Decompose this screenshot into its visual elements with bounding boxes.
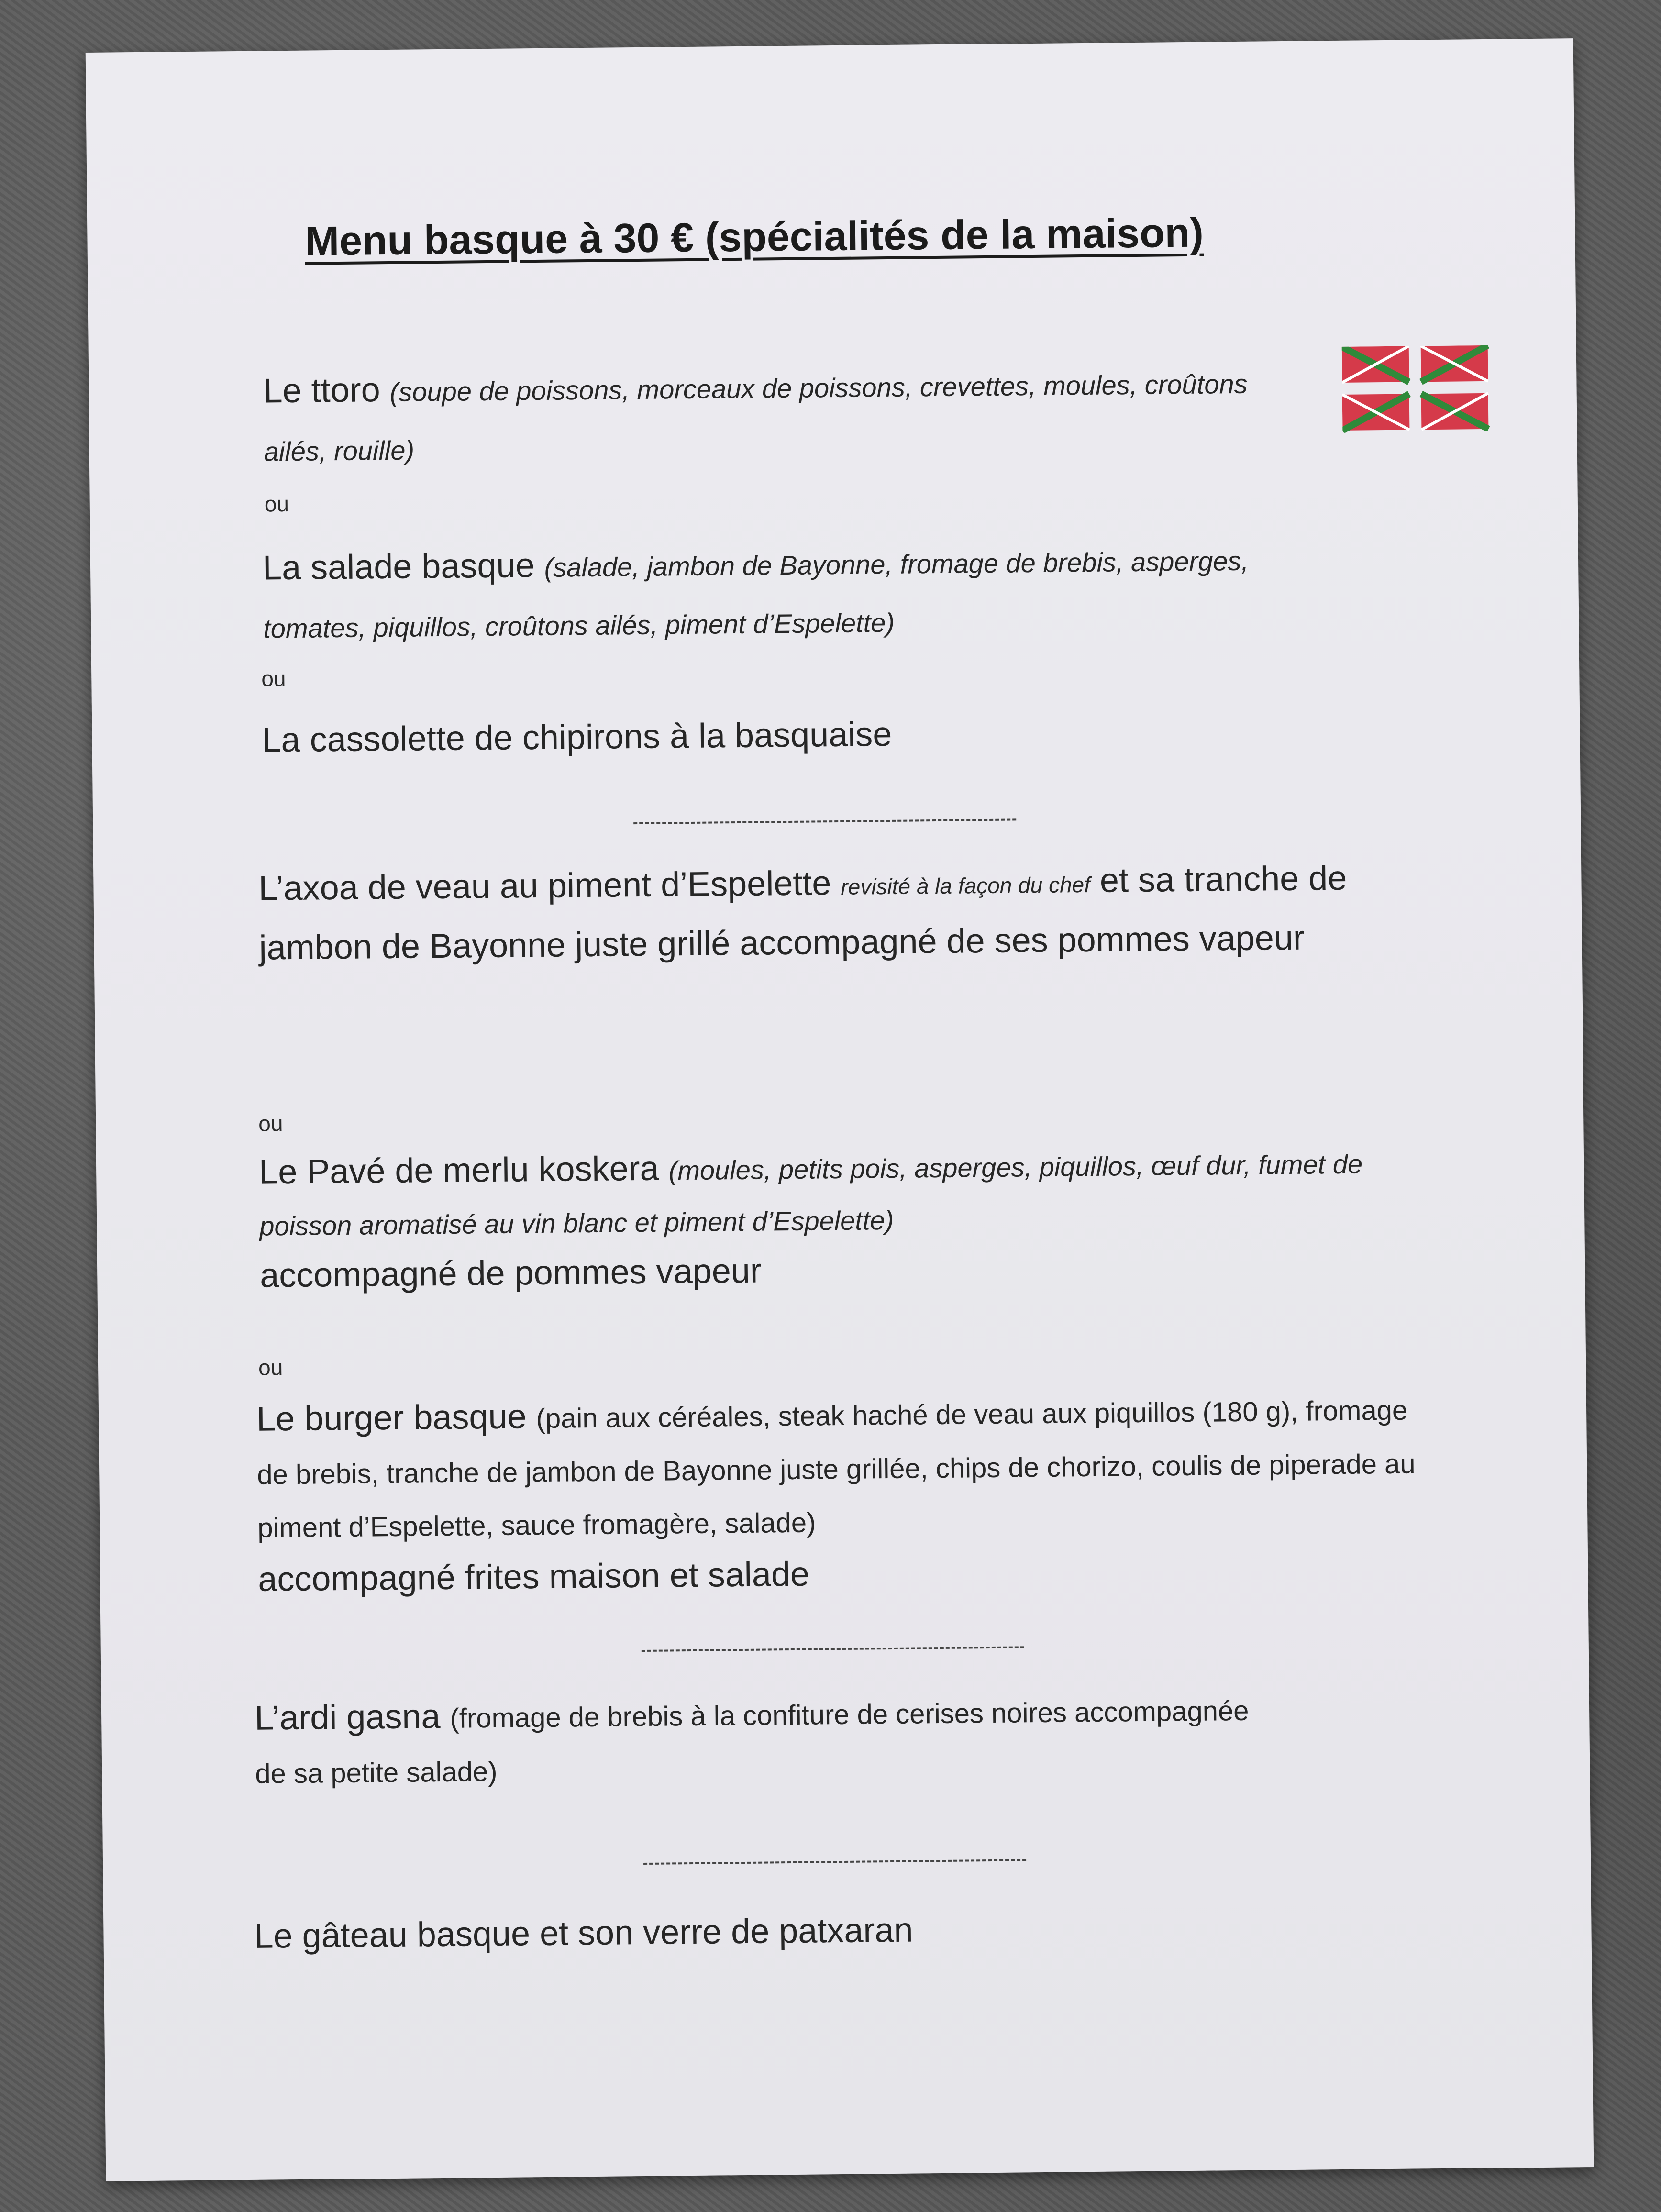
menu-title: Menu basque à 30 € (spécialités de la maison) <box>305 210 1204 265</box>
or-label: ou <box>264 491 289 517</box>
dish-accompaniment: accompagné de pommes vapeur <box>259 1251 762 1295</box>
separator <box>633 818 1016 824</box>
dish-description: (pain aux céréales, steak haché de veau aux piquillos (180 g), fromage de brebis, tranche de jambon de Bayonne juste grillée, chips de chorizo, coulis de piperade au piment d’Espelette, sauce fromagère, salade) <box>256 1394 1416 1544</box>
main-merlu-koskera <box>259 1135 1432 1302</box>
dessert-gateau-basque <box>254 1896 1427 1966</box>
dish-description: (soupe de poissons, morceaux de poissons, crevettes, moules, croûtons ailés, rouille) <box>264 368 1248 467</box>
dish-name: L’ardi gasna <box>254 1697 441 1737</box>
dish-accompaniment: accompagné frites maison et salade <box>257 1555 810 1599</box>
or-label: ou <box>261 666 286 691</box>
dish-name: Le ttoro <box>263 371 381 410</box>
starter-cassolette <box>262 700 1434 770</box>
basque-flag-icon <box>1342 345 1491 433</box>
dish-accompaniment: et sa tranche de jambon de Bayonne juste grillé accompagné de ses pommes vapeur <box>259 859 1347 967</box>
dish-name: La cassolette de chipirons à la basquaise <box>262 715 892 760</box>
starter-ttoro <box>263 352 1307 479</box>
dish-description: (fromage de brebis à la confiture de cerises noires accompagnée de sa petite salade) <box>255 1695 1249 1790</box>
separator <box>642 1646 1024 1652</box>
main-burger-basque <box>256 1382 1445 1606</box>
or-label: ou <box>258 1111 283 1136</box>
flag-bottom-right <box>1421 393 1489 430</box>
cheese-ardi-gasna <box>255 1682 1260 1799</box>
or-label: ou <box>258 1355 283 1380</box>
flag-bottom-left <box>1342 394 1410 431</box>
dish-description: (moules, petits pois, asperges, piquillos, œuf dur, fumet de poisson aromatisé au vin blanc et piment d’Espelette) <box>259 1149 1363 1241</box>
dish-name: Le gâteau basque et son verre de patxaran <box>254 1911 913 1956</box>
flag-top-left <box>1342 346 1409 383</box>
dish-name: Le burger basque <box>256 1397 527 1438</box>
starter-salade-basque <box>262 529 1344 656</box>
dish-name: L’axoa de veau au piment d’Espelette <box>258 864 831 908</box>
dish-name: Le Pavé de merlu koskera <box>258 1149 659 1192</box>
flag-top-right <box>1421 345 1488 382</box>
dish-note: revisité à la façon du chef <box>841 872 1091 899</box>
main-axoa <box>258 848 1417 978</box>
separator <box>643 1859 1026 1865</box>
dish-name: La salade basque <box>262 546 535 587</box>
menu-sheet <box>86 38 1594 2181</box>
dish-description: (salade, jambon de Bayonne, fromage de brebis, asperges, tomates, piquillos, croûtons ailés, piment d’Espelette) <box>263 545 1249 644</box>
